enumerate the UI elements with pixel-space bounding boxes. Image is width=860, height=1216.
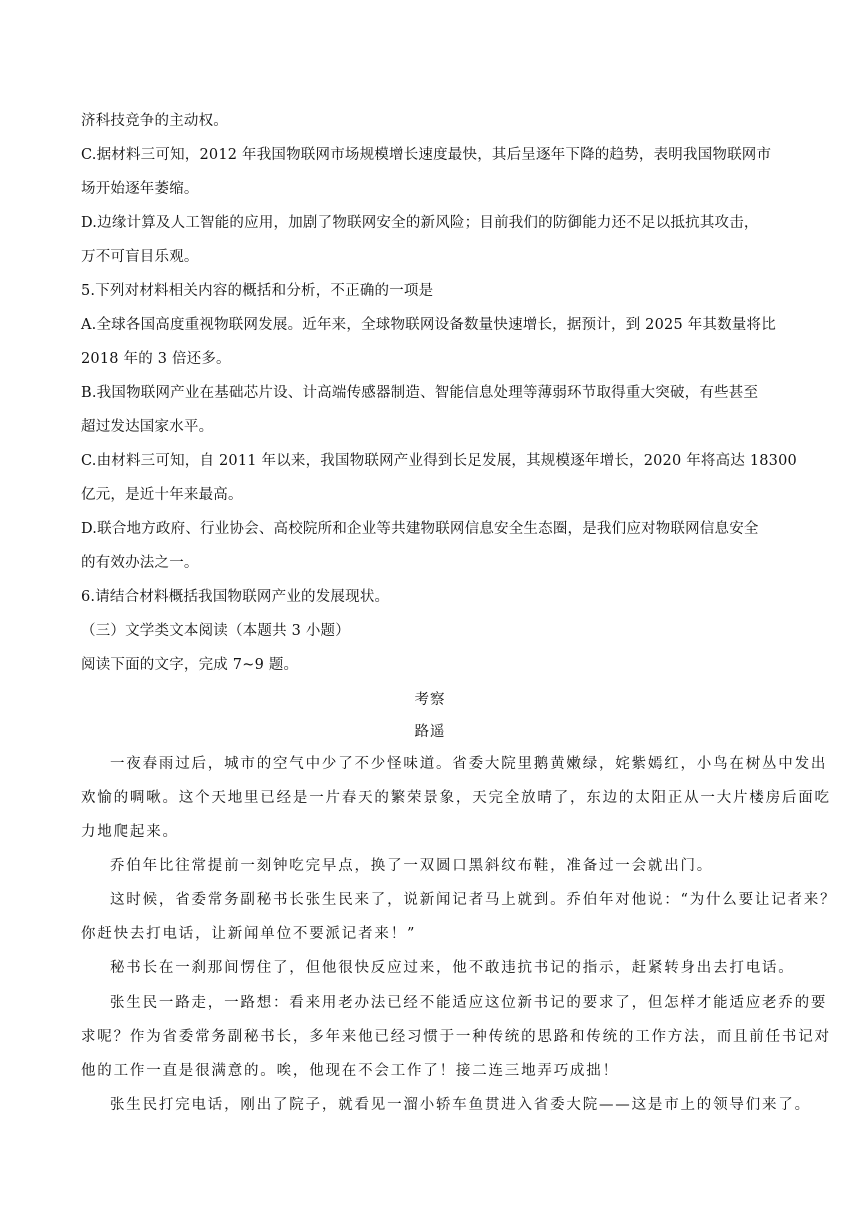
story-line: 这时候，省委常务副秘书长张生民来了，说新闻记者马上就到。乔伯年对他说：“为什么要让记者来？: [110, 892, 837, 908]
story-line: 你赶快去打电话，让新闻单位不要派记者来！”: [81, 926, 417, 942]
text-line: D.边缘计算及人工智能的应用，加剧了物联网安全的新风险；目前我们的防御能力还不足以抵抗其攻击，: [81, 215, 759, 231]
story-line: 张生民一路走，一路想：看来用老办法已经不能适应这位新书记的要求了，但怎样才能适应老乔的要: [110, 995, 828, 1011]
text-line: D.联合地方政府、行业协会、高校院所和企业等共建物联网信息安全生态圈，是我们应对物联网信息安全: [81, 521, 759, 537]
question-5: 5.下列对材料相关内容的概括和分析，不正确的一项是: [81, 283, 434, 299]
story-line: 乔伯年比往常提前一刻钟吃完早点，换了一双圆口黑斜纹布鞋，准备过一会就出门。: [110, 858, 714, 874]
text-line: 亿元，是近十年来最高。: [81, 487, 243, 503]
story-line: 他的工作一直是很满意的。唉，他现在不会工作了！接二连三地弄巧成拙！: [81, 1063, 619, 1079]
text-line: 2018 年的 3 倍还多。: [81, 351, 231, 367]
text-line: C.据材料三可知，2012 年我国物联网市场规模增长速度最快，其后呈逐年下降的趋势，表明我国物联网市: [81, 147, 772, 163]
text-line: A.全球各国高度重视物联网发展。近年来，全球物联网设备数量快速增长，据预计，到 2025 年其数量将比: [81, 317, 776, 333]
section-heading: （三）文学类文本阅读（本题共 3 小题）: [81, 623, 350, 639]
story-line: 张生民打完电话，刚出了院子，就看见一溜小轿车鱼贯进入省委大院——这是市上的领导们来了。: [110, 1097, 811, 1113]
story-line: 力地爬起来。: [81, 824, 179, 840]
instruction-line: 阅读下面的文字，完成 7~9 题。: [81, 657, 299, 673]
text-line: 超过发达国家水平。: [81, 419, 214, 435]
story-line: 求呢？作为省委常务副秘书长，多年来他已经习惯于一种传统的思路和传统的工作方法，而且前任书记对: [81, 1029, 831, 1045]
story-title: 考察: [414, 692, 446, 708]
text-line: C.由材料三可知，自 2011 年以来，我国物联网产业得到长足发展，其规模逐年增长，2020 年将高达 18300: [81, 453, 797, 469]
text-line: B.我国物联网产业在基础芯片设、计高端传感器制造、智能信息处理等薄弱环节取得重大突破，有些甚至: [81, 385, 759, 401]
text-line: 场开始逐年萎缩。: [81, 181, 199, 197]
story-author: 路遥: [414, 724, 446, 740]
story-line: 欢愉的啁啾。这个天地里已经是一片春天的繁荣景象，天完全放晴了，东边的太阳正从一大片楼房后面吃: [81, 790, 831, 806]
story-line: 一夜春雨过后，城市的空气中少了不少怪味道。省委大院里鹅黄嫩绿，姹紫嫣红，小鸟在树丛中发出: [110, 756, 828, 772]
story-line: 秘书长在一刹那间愣住了，但他很快反应过来，他不敢违抗书记的指示，赶紧转身出去打电话。: [110, 960, 795, 976]
text-line: 万不可盲目乐观。: [81, 249, 199, 265]
text-line: 的有效办法之一。: [81, 555, 199, 571]
question-6: 6.请结合材料概括我国物联网产业的发展现状。: [81, 589, 390, 605]
text-line: 济科技竞争的主动权。: [81, 113, 228, 129]
